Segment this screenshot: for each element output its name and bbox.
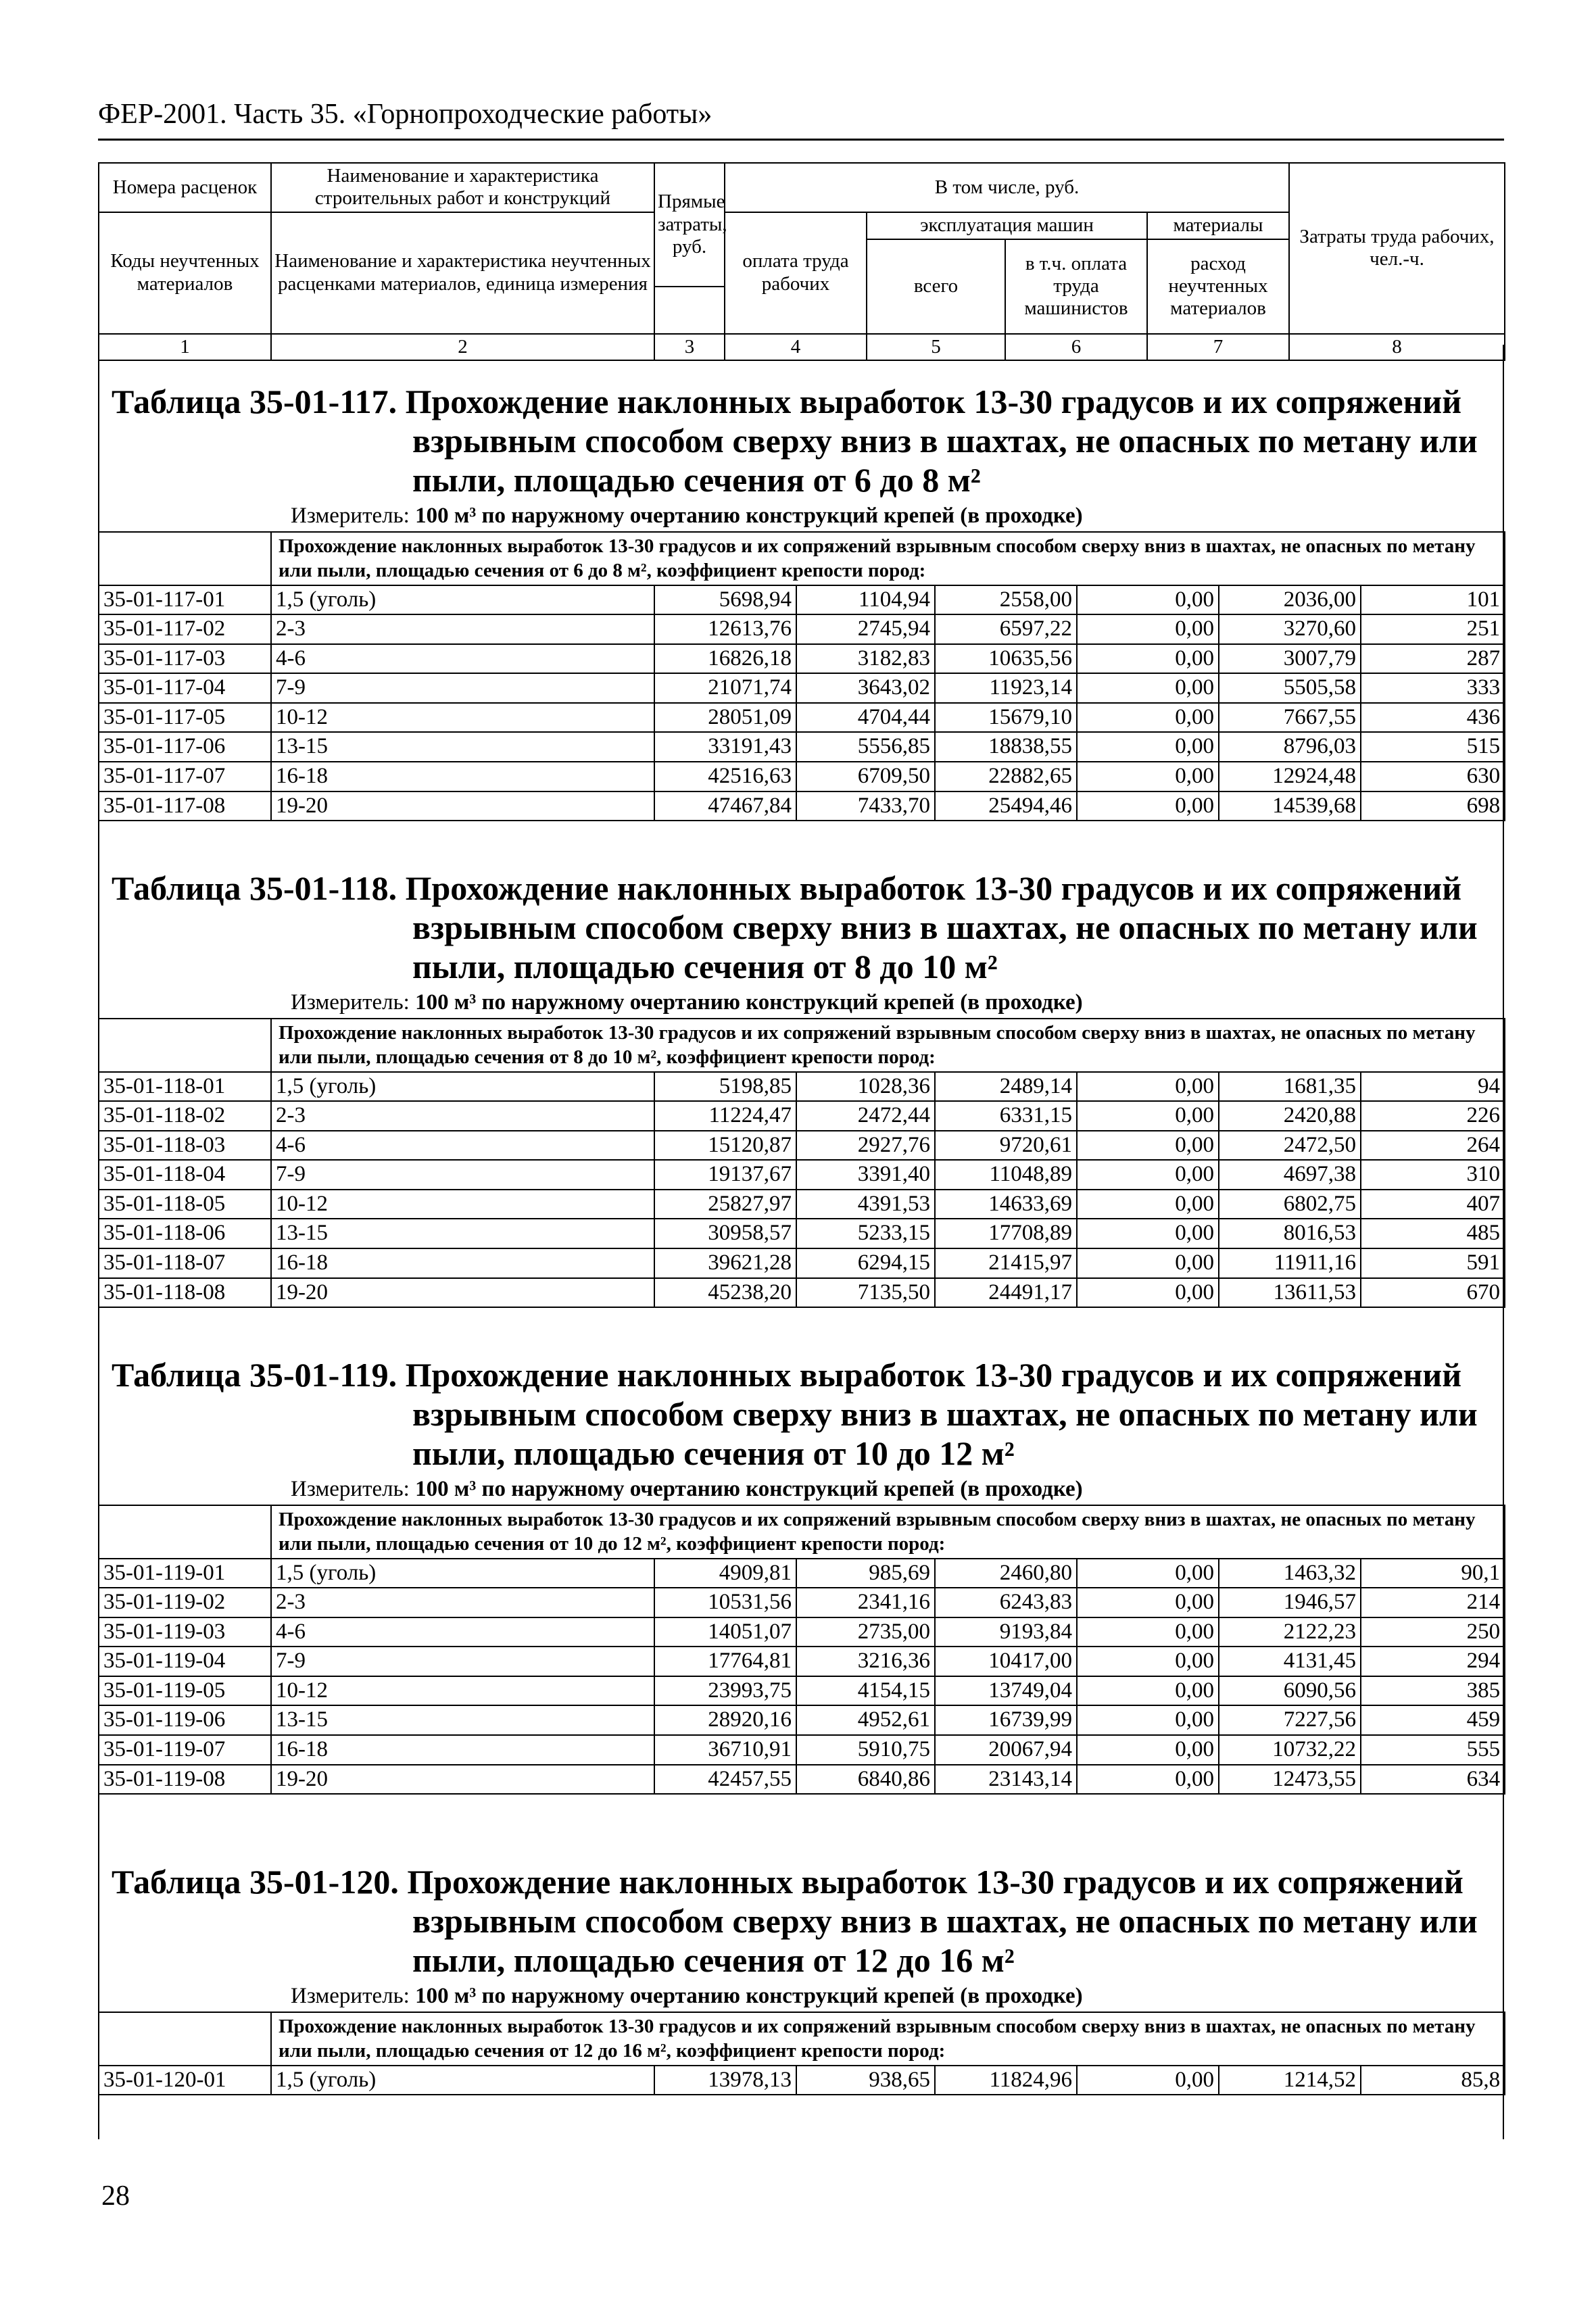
cost-value: 0,00 [1077,1647,1219,1676]
table-row [99,1617,1505,1647]
cost-value: 1946,57 [1219,1588,1361,1617]
cost-value: 20067,94 [935,1735,1077,1765]
rate-table-section [98,1862,1504,2095]
cost-value: 45238,20 [654,1278,796,1308]
table-row [99,673,1505,703]
cost-value: 6294,15 [796,1248,935,1278]
table-title-line: Таблица 35-01-117. Прохождение наклонных выработок 13-30 градусов и их сопряжений [112,383,1462,420]
cost-value: 515 [1361,732,1505,762]
rate-code: 35-01-118-05 [99,1190,271,1219]
cost-value: 25827,97 [654,1190,796,1219]
rate-code: 35-01-119-02 [99,1588,271,1617]
cost-value: 25494,46 [935,791,1077,821]
rate-code: 35-01-119-07 [99,1735,271,1765]
cost-value: 0,00 [1077,703,1219,733]
cost-value: 39621,28 [654,1248,796,1278]
cost-value: 3643,02 [796,673,935,703]
cost-value: 23143,14 [935,1765,1077,1795]
cost-value: 591 [1361,1248,1505,1278]
cost-value: 5556,85 [796,732,935,762]
cost-value: 4154,15 [796,1676,935,1706]
table-row [99,1559,1505,1588]
rate-table-section [98,869,1504,1308]
rock-hardness: 7-9 [271,1647,654,1676]
rate-code: 35-01-117-07 [99,762,271,791]
table-row [99,1765,1505,1795]
cost-value: 28920,16 [654,1705,796,1735]
rock-hardness: 2-3 [271,1588,654,1617]
cost-value: 333 [1361,673,1505,703]
rock-hardness: 2-3 [271,614,654,644]
rock-hardness: 1,5 (уголь) [271,1072,654,1102]
rate-code: 35-01-117-01 [99,585,271,615]
cost-value: 13978,13 [654,2066,796,2095]
cost-value: 30958,57 [654,1219,796,1248]
cost-value: 0,00 [1077,1131,1219,1161]
header-rule [98,139,1504,141]
table-title [98,869,1504,986]
cost-value: 14539,68 [1219,791,1361,821]
rate-code: 35-01-118-02 [99,1101,271,1131]
cost-value: 16739,99 [935,1705,1077,1735]
cost-value: 0,00 [1077,1101,1219,1131]
cost-value: 23993,75 [654,1676,796,1706]
cost-value: 1028,36 [796,1072,935,1102]
rate-code: 35-01-118-04 [99,1160,271,1190]
cost-value: 0,00 [1077,1160,1219,1190]
rate-table [98,1018,1505,1308]
cost-value: 459 [1361,1705,1505,1735]
table-row [99,1219,1505,1248]
rock-hardness: 4-6 [271,1131,654,1161]
col-labor-cost-header: Затраты труда рабочих, чел.-ч. [1289,163,1505,334]
cost-value: 21071,74 [654,673,796,703]
table-title-line: взрывным способом сверху вниз в шахтах, не опасных по метану или [412,422,1478,460]
cost-value: 28051,09 [654,703,796,733]
col-direct-costs-header-blank [654,287,725,334]
cost-value: 2420,88 [1219,1101,1361,1131]
cost-value: 14051,07 [654,1617,796,1647]
cost-value: 6331,15 [935,1101,1077,1131]
meter-label: Измеритель: [291,990,410,1015]
page-header: ФЕР-2001. Часть 35. «Горнопроходческие работы» [98,99,712,130]
cost-value: 5698,94 [654,585,796,615]
cost-value: 287 [1361,644,1505,674]
cost-value: 17708,89 [935,1219,1077,1248]
cost-value: 485 [1361,1219,1505,1248]
cost-value: 9720,61 [935,1131,1077,1161]
cost-value: 7433,70 [796,791,935,821]
table-title-line: взрывным способом сверху вниз в шахтах, не опасных по метану или [412,908,1478,946]
cost-value: 18838,55 [935,732,1077,762]
cost-value: 0,00 [1077,1278,1219,1308]
cost-value: 0,00 [1077,732,1219,762]
table-description: Прохождение наклонных выработок 13-30 градусов и их сопряжений взрывным способом сверху вниз в шахтах, не опасных по метану или пыли, площадью сечения от 10 до 12 м², коэффициент крепости пород: [271,1505,1505,1559]
cost-value: 2460,80 [935,1559,1077,1588]
table-row [99,1705,1505,1735]
rock-hardness: 16-18 [271,762,654,791]
cost-value: 1681,35 [1219,1072,1361,1102]
rate-code: 35-01-117-05 [99,703,271,733]
col-machinist-pay-header: в т.ч. оплата труда машинистов [1005,239,1147,334]
cost-value: 13749,04 [935,1676,1077,1706]
rock-hardness: 13-15 [271,732,654,762]
cost-value: 0,00 [1077,762,1219,791]
table-row [99,1101,1505,1131]
cost-value: 21415,97 [935,1248,1077,1278]
col-machines-total-header: всего [867,239,1005,334]
rate-code: 35-01-119-08 [99,1765,271,1795]
meter-label: Измеритель: [291,504,410,528]
description-blank [99,2012,271,2066]
rock-hardness: 13-15 [271,1705,654,1735]
rock-hardness: 1,5 (уголь) [271,1559,654,1588]
cost-value: 7667,55 [1219,703,1361,733]
table-title [98,1355,1504,1473]
cost-value: 264 [1361,1131,1505,1161]
rock-hardness: 13-15 [271,1219,654,1248]
col-number: 6 [1005,334,1147,360]
table-row [99,762,1505,791]
cost-value: 4704,44 [796,703,935,733]
table-row [99,1676,1505,1706]
cost-value: 0,00 [1077,1617,1219,1647]
rock-hardness: 2-3 [271,1101,654,1131]
table-row [99,2066,1505,2095]
rock-hardness: 19-20 [271,1765,654,1795]
page-number: 28 [101,2180,130,2212]
col-number: 8 [1289,334,1505,360]
description-row [99,2012,1505,2066]
cost-value: 11911,16 [1219,1248,1361,1278]
rock-hardness: 7-9 [271,1160,654,1190]
table-title [98,382,1504,499]
table-row [99,1647,1505,1676]
cost-value: 2472,50 [1219,1131,1361,1161]
rate-code: 35-01-119-01 [99,1559,271,1588]
cost-value: 0,00 [1077,673,1219,703]
cost-value: 5233,15 [796,1219,935,1248]
cost-value: 2927,76 [796,1131,935,1161]
rate-table [98,1505,1505,1795]
cost-value: 310 [1361,1160,1505,1190]
table-meter [291,990,1504,1015]
description-row [99,1019,1505,1072]
cost-value: 385 [1361,1676,1505,1706]
cost-value: 16826,18 [654,644,796,674]
rate-code: 35-01-119-05 [99,1676,271,1706]
cost-value: 250 [1361,1617,1505,1647]
rock-hardness: 19-20 [271,1278,654,1308]
cost-value: 0,00 [1077,1676,1219,1706]
cost-value: 94 [1361,1072,1505,1102]
col-rate-numbers-header: Номера расценок [99,163,271,212]
cost-value: 251 [1361,614,1505,644]
rate-code: 35-01-118-03 [99,1131,271,1161]
cost-value: 14633,69 [935,1190,1077,1219]
description-row [99,1505,1505,1559]
rate-code: 35-01-119-06 [99,1705,271,1735]
cost-value: 0,00 [1077,1248,1219,1278]
cost-value: 3182,83 [796,644,935,674]
cost-value: 15120,87 [654,1131,796,1161]
rate-code: 35-01-119-04 [99,1647,271,1676]
rate-code: 35-01-119-03 [99,1617,271,1647]
cost-value: 294 [1361,1647,1505,1676]
table-title-line: пыли, площадью сечения от 10 до 12 м² [412,1434,1015,1472]
cost-value: 10635,56 [935,644,1077,674]
cost-value: 101 [1361,585,1505,615]
cost-value: 407 [1361,1190,1505,1219]
col-labor-pay-header: оплата труда рабочих [725,212,867,334]
col-materials-header: материалы [1147,212,1289,239]
rate-code: 35-01-117-03 [99,644,271,674]
cost-value: 226 [1361,1101,1505,1131]
rate-code: 35-01-117-02 [99,614,271,644]
rock-hardness: 10-12 [271,703,654,733]
cost-value: 4131,45 [1219,1647,1361,1676]
rock-hardness: 19-20 [271,791,654,821]
meter-value: 100 м³ по наружному очертанию конструкций крепей (в проходке) [415,1984,1083,2008]
cost-value: 12473,55 [1219,1765,1361,1795]
table-row [99,1735,1505,1765]
cost-value: 6597,22 [935,614,1077,644]
cost-value: 42457,55 [654,1765,796,1795]
table-row [99,791,1505,821]
table-title [98,1862,1504,1980]
cost-value: 1463,32 [1219,1559,1361,1588]
cost-value: 698 [1361,791,1505,821]
cost-value: 2558,00 [935,585,1077,615]
rate-table [98,2012,1505,2095]
cost-value: 12613,76 [654,614,796,644]
cost-value: 0,00 [1077,1705,1219,1735]
cost-value: 3270,60 [1219,614,1361,644]
cost-value: 0,00 [1077,1219,1219,1248]
cost-value: 42516,63 [654,762,796,791]
col-number: 7 [1147,334,1289,360]
cost-value: 0,00 [1077,2066,1219,2095]
cost-value: 0,00 [1077,644,1219,674]
rock-hardness: 1,5 (уголь) [271,2066,654,2095]
cost-value: 555 [1361,1735,1505,1765]
col-work-name-header: Наименование и характеристика строительных работ и конструкций [271,163,654,212]
cost-value: 2735,00 [796,1617,935,1647]
table-row [99,1190,1505,1219]
meter-value: 100 м³ по наружному очертанию конструкций крепей (в проходке) [415,504,1083,528]
cost-value: 24491,17 [935,1278,1077,1308]
cost-value: 15679,10 [935,703,1077,733]
rate-code: 35-01-117-06 [99,732,271,762]
cost-value: 3216,36 [796,1647,935,1676]
meter-label: Измеритель: [291,1477,410,1501]
cost-value: 0,00 [1077,791,1219,821]
cost-value: 3391,40 [796,1160,935,1190]
description-blank [99,1505,271,1559]
cost-value: 0,00 [1077,1190,1219,1219]
table-title-line: Таблица 35-01-118. Прохождение наклонных выработок 13-30 градусов и их сопряжений [112,869,1462,907]
cost-value: 5198,85 [654,1072,796,1102]
table-row [99,1072,1505,1102]
table-meter [291,1477,1504,1502]
rate-code: 35-01-118-01 [99,1072,271,1102]
cost-value: 90,1 [1361,1559,1505,1588]
cost-value: 0,00 [1077,1765,1219,1795]
table-row [99,614,1505,644]
cost-value: 2036,00 [1219,585,1361,615]
rate-code: 35-01-118-08 [99,1278,271,1308]
cost-value: 12924,48 [1219,762,1361,791]
rate-code: 35-01-117-04 [99,673,271,703]
cost-value: 36710,91 [654,1735,796,1765]
cost-value: 670 [1361,1278,1505,1308]
table-meter [291,504,1504,529]
table-row [99,732,1505,762]
table-row [99,1248,1505,1278]
rate-code: 35-01-120-01 [99,2066,271,2095]
rate-table-section [98,1355,1504,1795]
table-row [99,1588,1505,1617]
col-number: 5 [867,334,1005,360]
cost-value: 4697,38 [1219,1160,1361,1190]
cost-value: 10732,22 [1219,1735,1361,1765]
col-number: 1 [99,334,271,360]
col-number: 3 [654,334,725,360]
cost-value: 8016,53 [1219,1219,1361,1248]
cost-value: 33191,43 [654,732,796,762]
column-header-table [98,162,1505,361]
table-title-line: пыли, площадью сечения от 6 до 8 м² [412,461,981,499]
cost-value: 5910,75 [796,1735,935,1765]
table-title-line: пыли, площадью сечения от 12 до 16 м² [412,1941,1015,1979]
cost-value: 11923,14 [935,673,1077,703]
rock-hardness: 7-9 [271,673,654,703]
cost-value: 630 [1361,762,1505,791]
cost-value: 85,8 [1361,2066,1505,2095]
cost-value: 6840,86 [796,1765,935,1795]
cost-value: 0,00 [1077,614,1219,644]
cost-value: 4391,53 [796,1190,935,1219]
rate-code: 35-01-118-07 [99,1248,271,1278]
rock-hardness: 16-18 [271,1248,654,1278]
table-row [99,1160,1505,1190]
table-title-line: взрывным способом сверху вниз в шахтах, не опасных по метану или [412,1395,1478,1433]
table-description: Прохождение наклонных выработок 13-30 градусов и их сопряжений взрывным способом сверху вниз в шахтах, не опасных по метану или пыли, площадью сечения от 6 до 8 м², коэффициент крепости пород: [271,532,1505,585]
table-row [99,644,1505,674]
table-title-line: пыли, площадью сечения от 8 до 10 м² [412,948,998,985]
cost-value: 2472,44 [796,1101,935,1131]
rate-code: 35-01-118-06 [99,1219,271,1248]
cost-value: 985,69 [796,1559,935,1588]
table-meter [291,1984,1504,2009]
rock-hardness: 4-6 [271,1617,654,1647]
description-blank [99,532,271,585]
rock-hardness: 10-12 [271,1676,654,1706]
cost-value: 4909,81 [654,1559,796,1588]
col-machines-header: эксплуатация машин [867,212,1147,239]
rate-table-section [98,382,1504,821]
cost-value: 0,00 [1077,585,1219,615]
cost-value: 9193,84 [935,1617,1077,1647]
cost-value: 1214,52 [1219,2066,1361,2095]
cost-value: 10417,00 [935,1647,1077,1676]
cost-value: 3007,79 [1219,644,1361,674]
cost-value: 0,00 [1077,1072,1219,1102]
table-title-line: Таблица 35-01-119. Прохождение наклонных выработок 13-30 градусов и их сопряжений [112,1356,1462,1394]
cost-value: 2122,23 [1219,1617,1361,1647]
cost-value: 11824,96 [935,2066,1077,2095]
col-direct-costs-header: Прямые затраты, руб. [654,163,725,287]
table-row [99,703,1505,733]
cost-value: 10531,56 [654,1588,796,1617]
cost-value: 2341,16 [796,1588,935,1617]
cost-value: 6243,83 [935,1588,1077,1617]
cost-value: 4952,61 [796,1705,935,1735]
col-material-consumption-header: расход неучтенных материалов [1147,239,1289,334]
rate-code: 35-01-117-08 [99,791,271,821]
cost-value: 436 [1361,703,1505,733]
cost-value: 1104,94 [796,585,935,615]
meter-value: 100 м³ по наружному очертанию конструкций крепей (в проходке) [415,990,1083,1015]
cost-value: 6709,50 [796,762,935,791]
cost-value: 17764,81 [654,1647,796,1676]
cost-value: 47467,84 [654,791,796,821]
table-description: Прохождение наклонных выработок 13-30 градусов и их сопряжений взрывным способом сверху вниз в шахтах, не опасных по метану или пыли, площадью сечения от 8 до 10 м², коэффициент крепости пород: [271,1019,1505,1072]
cost-value: 0,00 [1077,1588,1219,1617]
cost-value: 634 [1361,1765,1505,1795]
col-number: 2 [271,334,654,360]
meter-label: Измеритель: [291,1984,410,2008]
cost-value: 0,00 [1077,1735,1219,1765]
col-number: 4 [725,334,867,360]
cost-value: 8796,03 [1219,732,1361,762]
col-including-header: В том числе, руб. [725,163,1289,212]
cost-value: 2745,94 [796,614,935,644]
cost-value: 11224,47 [654,1101,796,1131]
rock-hardness: 1,5 (уголь) [271,585,654,615]
col-material-name-header: Наименование и характеристика неучтенных расценками материалов, единица измерения [271,212,654,334]
table-row [99,585,1505,615]
table-row [99,1278,1505,1308]
cost-value: 7135,50 [796,1278,935,1308]
cost-value: 2489,14 [935,1072,1077,1102]
cost-value: 5505,58 [1219,673,1361,703]
cost-value: 214 [1361,1588,1505,1617]
table-title-line: Таблица 35-01-120. Прохождение наклонных выработок 13-30 градусов и их сопряжений [112,1863,1464,1901]
col-material-codes-header: Коды неучтенных материалов [99,212,271,334]
cost-value: 19137,67 [654,1160,796,1190]
description-row [99,532,1505,585]
cost-value: 7227,56 [1219,1705,1361,1735]
cost-value: 6802,75 [1219,1190,1361,1219]
table-row [99,1131,1505,1161]
rate-table [98,531,1505,821]
cost-value: 13611,53 [1219,1278,1361,1308]
table-description: Прохождение наклонных выработок 13-30 градусов и их сопряжений взрывным способом сверху вниз в шахтах, не опасных по метану или пыли, площадью сечения от 12 до 16 м², коэффициент крепости пород: [271,2012,1505,2066]
cost-value: 0,00 [1077,1559,1219,1588]
description-blank [99,1019,271,1072]
rock-hardness: 16-18 [271,1735,654,1765]
table-title-line: взрывным способом сверху вниз в шахтах, не опасных по метану или [412,1902,1478,1940]
rock-hardness: 10-12 [271,1190,654,1219]
meter-value: 100 м³ по наружному очертанию конструкций крепей (в проходке) [415,1477,1083,1501]
rock-hardness: 4-6 [271,644,654,674]
cost-value: 22882,65 [935,762,1077,791]
cost-value: 11048,89 [935,1160,1077,1190]
cost-value: 6090,56 [1219,1676,1361,1706]
cost-value: 938,65 [796,2066,935,2095]
